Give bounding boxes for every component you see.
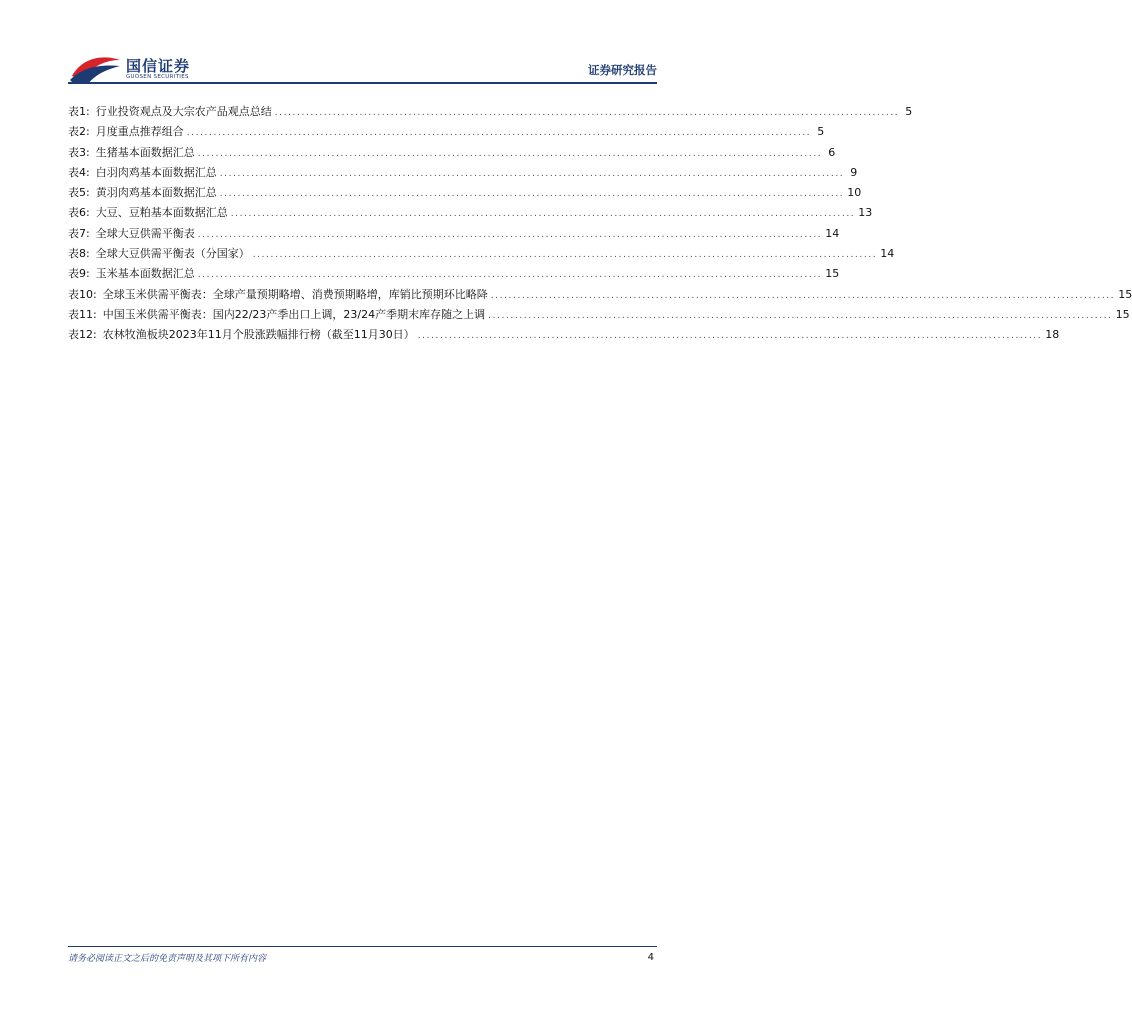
- toc-entry-label: 表10:: [68, 287, 97, 301]
- toc-entry-page: 15: [1118, 287, 1132, 301]
- toc-entry-title: 月度重点推荐组合: [95, 125, 184, 139]
- toc-entry[interactable]: [68, 225, 840, 245]
- toc-entry[interactable]: [68, 144, 836, 164]
- toc-entry-label: 表6:: [68, 206, 90, 220]
- toc-entry-label: 表11:: [68, 307, 97, 321]
- toc-leader-dots: ............................................................................................................................................: [488, 310, 1113, 321]
- footer-divider: [68, 946, 657, 947]
- toc-leader-dots: ............................................................................................................................................: [252, 250, 878, 261]
- toc-leader-dots: ............................................................................................................................................: [219, 189, 845, 200]
- header-divider: [68, 82, 657, 84]
- toc-entry-title: 全球大豆供需平衡表: [95, 226, 195, 240]
- toc-entry[interactable]: [68, 265, 840, 285]
- toc-entry-label: 表5:: [68, 186, 90, 200]
- toc-entry-title: 行业投资观点及大宗农产品观点总结: [95, 105, 272, 118]
- toc-leader-dots: ............................................................................................................................................: [197, 229, 823, 240]
- toc-entry-page: 15: [825, 267, 840, 281]
- toc-entry[interactable]: [68, 245, 895, 265]
- toc-entry-page: 6: [828, 145, 836, 159]
- toc-entry-page: 14: [825, 226, 840, 240]
- report-type-label: 证券研究报告: [588, 63, 657, 77]
- toc-entry-page: 13: [858, 206, 873, 220]
- logo-english-name: GUOSEN SECURITIES: [126, 74, 189, 80]
- toc-entry-title: 大豆、豆粕基本面数据汇总: [95, 206, 228, 220]
- toc-entry-label: 表7:: [68, 226, 90, 240]
- toc-entry-label: 表1:: [68, 105, 90, 118]
- toc-entry-page: 15: [1115, 307, 1130, 321]
- toc-entry[interactable]: [68, 286, 1132, 306]
- toc-entry-label: 表4:: [68, 165, 90, 179]
- toc-entry[interactable]: [68, 123, 825, 143]
- toc-leader-dots: ............................................................................................................................................: [197, 270, 823, 281]
- page-header: [68, 50, 657, 86]
- toc-entry-page: 10: [847, 186, 862, 200]
- page-number: 4: [647, 952, 654, 963]
- toc-entry-title: 农林牧渔板块2023年11月个股涨跌幅排行榜（截至11月30日）: [102, 328, 415, 342]
- table-list: [68, 103, 1132, 347]
- toc-entry-title: 全球大豆供需平衡表（分国家）: [95, 247, 250, 261]
- toc-leader-dots: ............................................................................................................................................: [186, 128, 812, 139]
- toc-entry[interactable]: [68, 306, 1130, 326]
- toc-entry-page: 9: [850, 165, 858, 179]
- toc-entry-label: 表8:: [68, 247, 90, 261]
- toc-entry-page: 5: [905, 105, 913, 118]
- toc-leader-dots: ............................................................................................................................................: [274, 108, 900, 118]
- toc-leader-dots: ............................................................................................................................................: [219, 168, 845, 179]
- toc-entry-label: 表2:: [68, 125, 90, 139]
- toc-entry[interactable]: [68, 204, 873, 224]
- toc-leader-dots: ............................................................................................................................................: [230, 209, 856, 220]
- toc-entry-page: 18: [1045, 328, 1060, 342]
- toc-entry-title: 玉米基本面数据汇总: [95, 267, 195, 281]
- logo-chinese-name: 国信证券: [126, 57, 191, 75]
- toc-entry-title: 全球玉米供需平衡表：全球产量预期略增、消费预期略增，库销比预期环比略降: [102, 287, 488, 301]
- toc-entry-title: 白羽肉鸡基本面数据汇总: [95, 165, 217, 179]
- toc-entry-title: 生猪基本面数据汇总: [95, 145, 195, 159]
- toc-entry[interactable]: [68, 326, 1060, 346]
- toc-leader-dots: ............................................................................................................................................: [417, 331, 1043, 342]
- toc-leader-dots: ............................................................................................................................................: [490, 290, 1116, 301]
- toc-entry-page: 14: [880, 247, 895, 261]
- toc-entry[interactable]: [68, 164, 858, 184]
- toc-entry[interactable]: [68, 103, 913, 123]
- footer-disclaimer: 请务必阅读正文之后的免责声明及其项下所有内容: [68, 954, 267, 964]
- toc-entry-page: 5: [817, 125, 825, 139]
- toc-leader-dots: ............................................................................................................................................: [197, 148, 823, 159]
- toc-entry-label: 表12:: [68, 328, 97, 342]
- toc-entry[interactable]: [68, 184, 862, 204]
- toc-entry-label: 表9:: [68, 267, 90, 281]
- toc-entry-label: 表3:: [68, 145, 90, 159]
- toc-entry-title: 中国玉米供需平衡表：国内22/23产季出口上调，23/24产季期末库存随之上调: [102, 307, 486, 321]
- toc-entry-title: 黄羽肉鸡基本面数据汇总: [95, 186, 217, 200]
